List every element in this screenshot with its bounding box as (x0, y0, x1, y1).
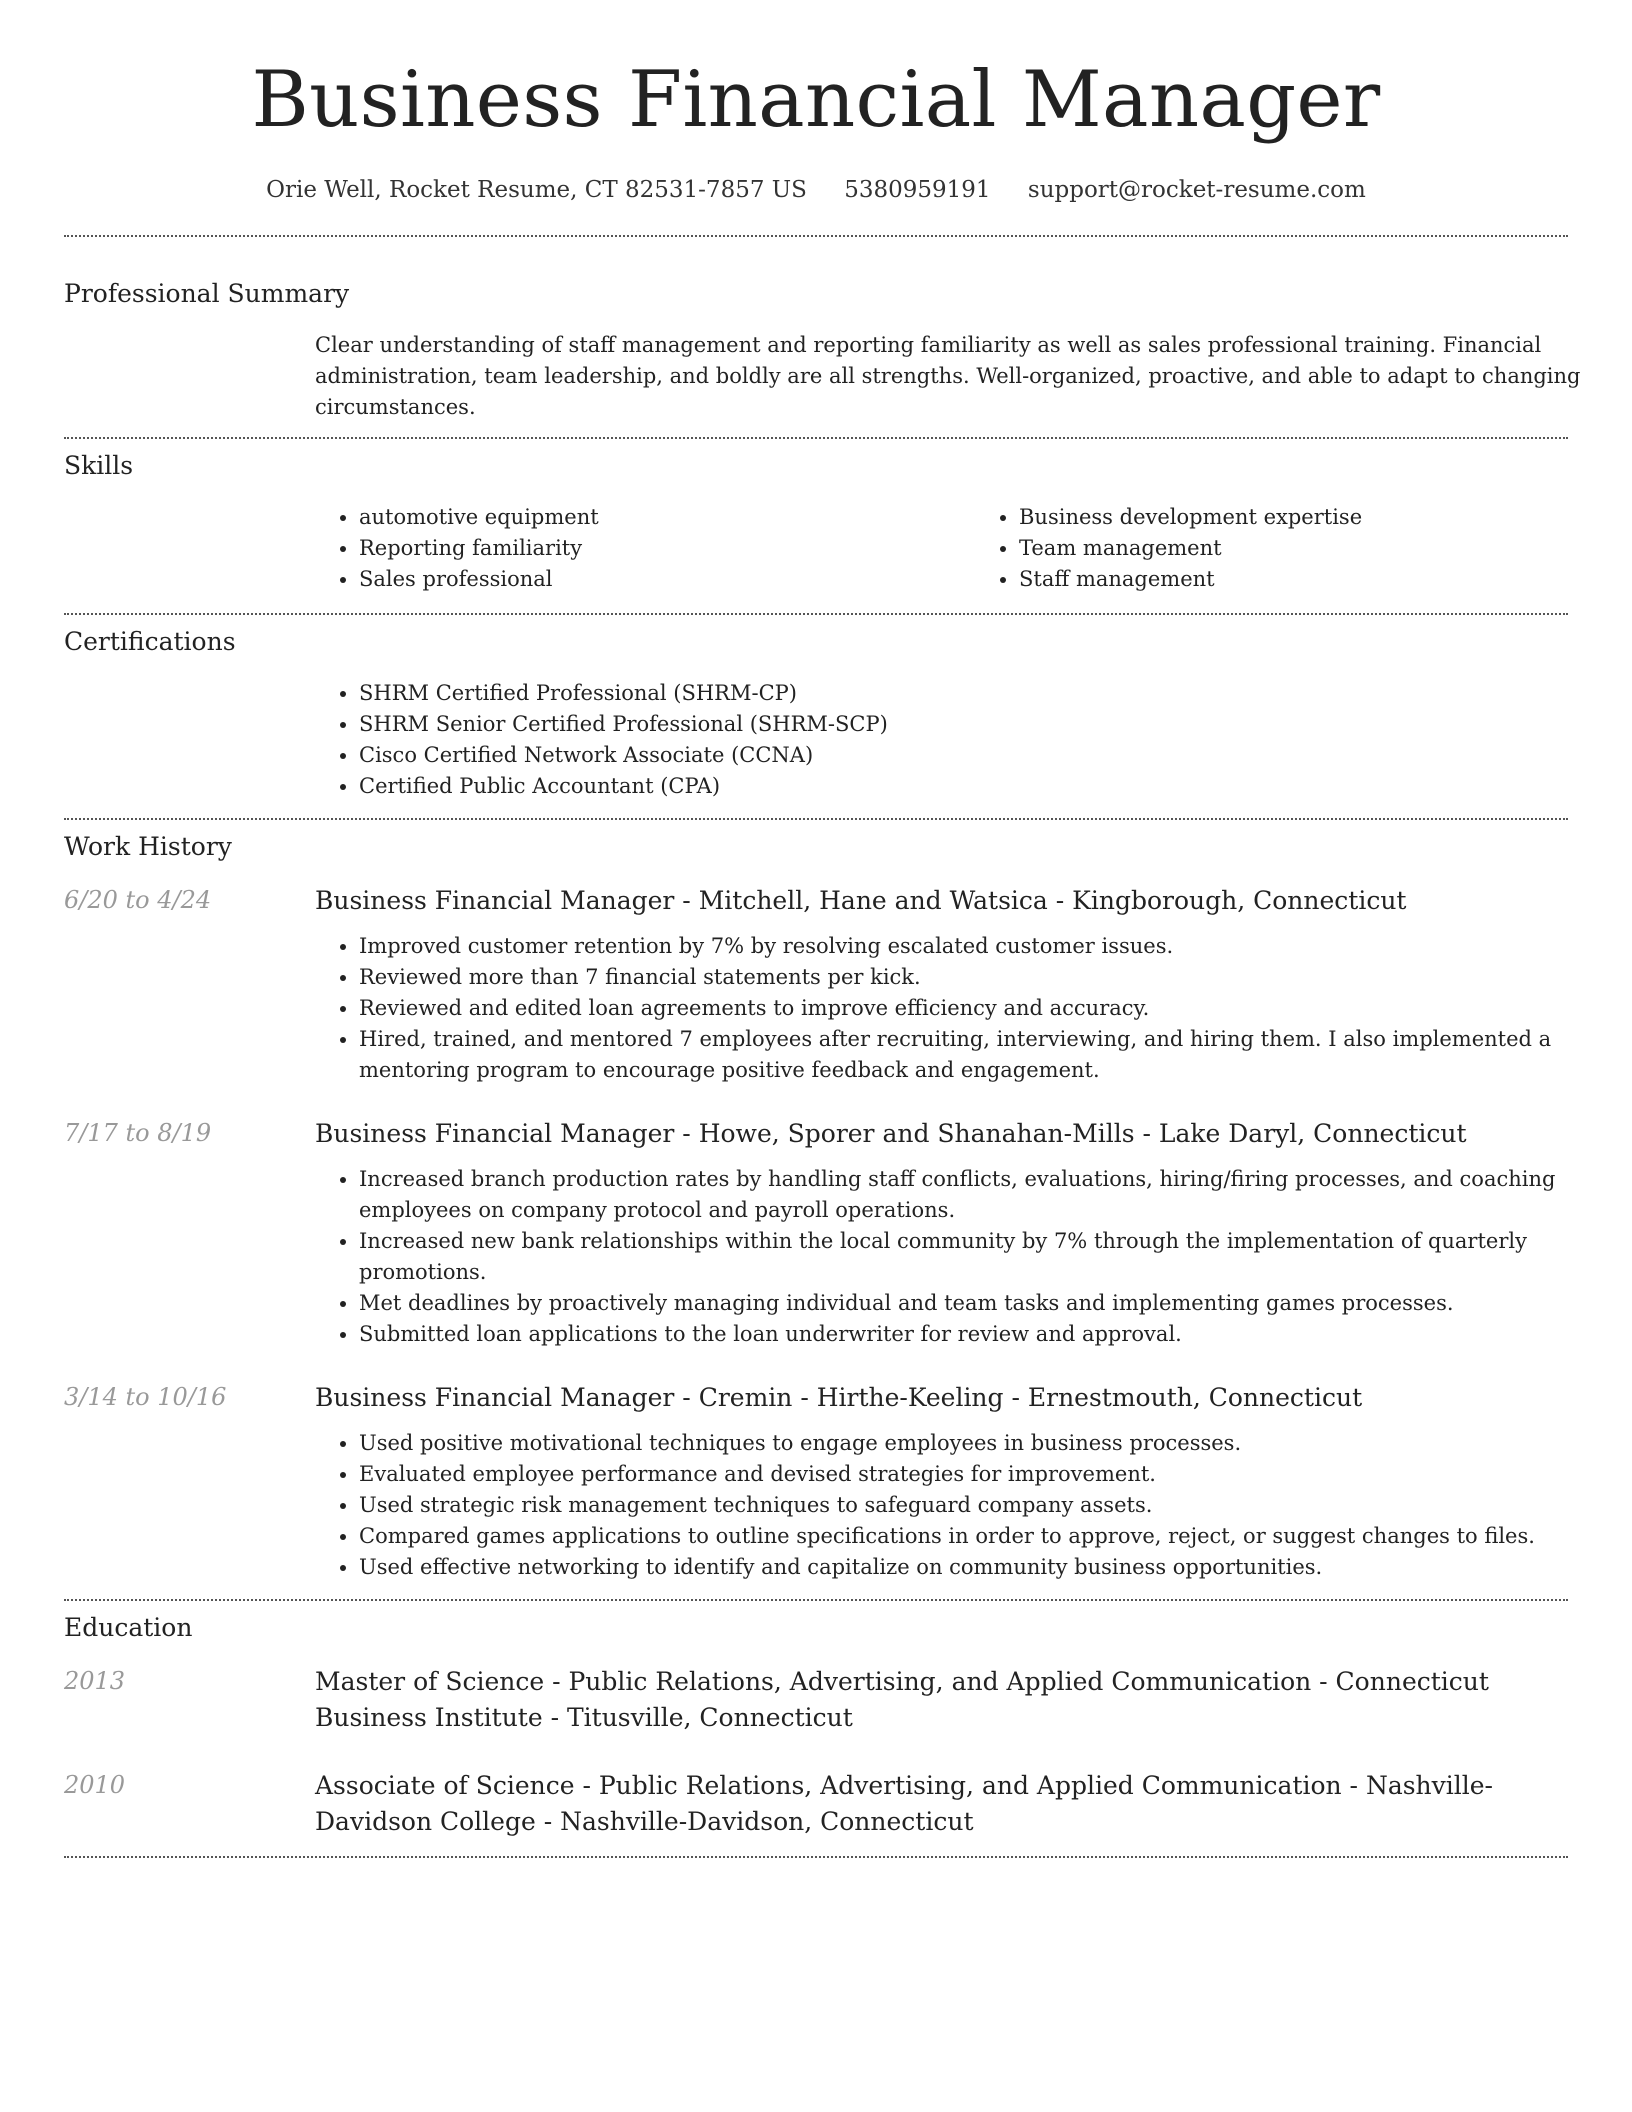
education-year: 2013 (64, 1667, 126, 1695)
job-bullets (315, 931, 1568, 1086)
list-item: • Cisco Certified Network Associate (CCNA) (359, 740, 1632, 771)
resume-title: Business Financial Manager (251, 55, 1381, 145)
list-item: • Sales professional (359, 564, 975, 595)
list-item: • Staff management (1019, 564, 1632, 595)
skills-list-right (975, 502, 1632, 595)
job-title: Business Financial Manager - Howe, Sporer and Shanahan-Mills - Lake Daryl, Connecticut (315, 1119, 1467, 1148)
list-item: • Met deadlines by proactively managing individual and team tasks and implementing games processes. (359, 1288, 1568, 1319)
list-item: • Business development expertise (1019, 502, 1632, 533)
list-item: • SHRM Certified Professional (SHRM-CP) (359, 678, 1632, 709)
job-bullets (315, 1428, 1568, 1583)
list-item: • Reporting familiarity (359, 533, 975, 564)
summary-heading: Professional Summary (64, 279, 350, 308)
list-item: • Compared games applications to outline specifications in order to approve, reject, or suggest changes to files. (359, 1521, 1568, 1552)
list-item: • Increased new bank relationships within the local community by 7% through the implementation of quarterly promotions. (359, 1226, 1568, 1288)
list-item: • Used strategic risk management techniques to safeguard company assets. (359, 1490, 1568, 1521)
summary-text: Clear understanding of staff management and reporting familiarity as well as sales professional training. Financial administration, team leadership, and boldly are all strengths. Well-organized, proactive, and able to adapt to changing circumstances. (315, 333, 1581, 419)
list-item: • Reviewed and edited loan agreements to improve efficiency and accuracy. (359, 993, 1568, 1024)
contact-address: Orie Well, Rocket Resume, CT 82531-7857 US (266, 177, 807, 203)
list-item: • Evaluated employee performance and devised strategies for improvement. (359, 1459, 1568, 1490)
list-item: • Hired, trained, and mentored 7 employees after recruiting, interviewing, and hiring them. I also implemented a mentoring program to encourage positive feedback and engagement. (359, 1024, 1568, 1086)
list-item: • automotive equipment (359, 502, 975, 533)
education-section (64, 1601, 1568, 1840)
list-item: • Improved customer retention by 7% by resolving escalated customer issues. (359, 931, 1568, 962)
education-text: Master of Science - Public Relations, Advertising, and Applied Communication - Connecticut Business Institute - Titusville, Connecticut (315, 1667, 1489, 1732)
certifications-heading: Certifications (64, 627, 236, 656)
list-item: • SHRM Senior Certified Professional (SHRM-SCP) (359, 709, 1632, 740)
work-heading: Work History (64, 832, 232, 861)
education-heading: Education (64, 1613, 193, 1642)
contact-phone: 5380959191 (844, 177, 991, 203)
job-dates: 3/14 to 10/16 (64, 1383, 227, 1411)
contact-line (64, 177, 1568, 203)
certifications-list (315, 678, 1632, 802)
job-dates: 6/20 to 4/24 (64, 886, 212, 914)
list-item: • Submitted loan applications to the loan underwriter for review and approval. (359, 1319, 1568, 1350)
certifications-section (64, 615, 1568, 802)
job-entry (64, 1380, 1568, 1583)
list-item: • Certified Public Accountant (CPA) (359, 771, 1632, 802)
education-text: Associate of Science - Public Relations, Advertising, and Applied Communication - Nashville-Davidson College - Nashville-Davidson, Connecticut (315, 1771, 1494, 1836)
summary-section (64, 237, 1581, 423)
education-year: 2010 (64, 1771, 126, 1799)
list-item: • Used positive motivational techniques to engage employees in business processes. (359, 1428, 1568, 1459)
list-item: • Team management (1019, 533, 1632, 564)
education-entry (64, 1664, 1568, 1736)
skills-list-left (315, 502, 975, 595)
list-item: • Used effective networking to identify and capitalize on community business opportunities. (359, 1552, 1568, 1583)
divider (64, 1856, 1568, 1858)
job-dates: 7/17 to 8/19 (64, 1119, 212, 1147)
contact-email: support@rocket-resume.com (1027, 177, 1366, 203)
list-item: • Increased branch production rates by handling staff conflicts, evaluations, hiring/firing processes, and coaching employees on company protocol and payroll operations. (359, 1164, 1568, 1226)
job-entry (64, 1116, 1568, 1350)
work-section (64, 820, 1568, 1583)
job-entry (64, 883, 1568, 1086)
job-bullets (315, 1164, 1568, 1350)
skills-heading: Skills (64, 451, 134, 480)
job-title: Business Financial Manager - Cremin - Hirthe-Keeling - Ernestmouth, Connecticut (315, 1383, 1363, 1412)
list-item: • Reviewed more than 7 financial statements per kick. (359, 962, 1568, 993)
job-title: Business Financial Manager - Mitchell, Hane and Watsica - Kingborough, Connecticut (315, 886, 1407, 915)
skills-section (64, 439, 1568, 595)
education-entry (64, 1768, 1568, 1840)
